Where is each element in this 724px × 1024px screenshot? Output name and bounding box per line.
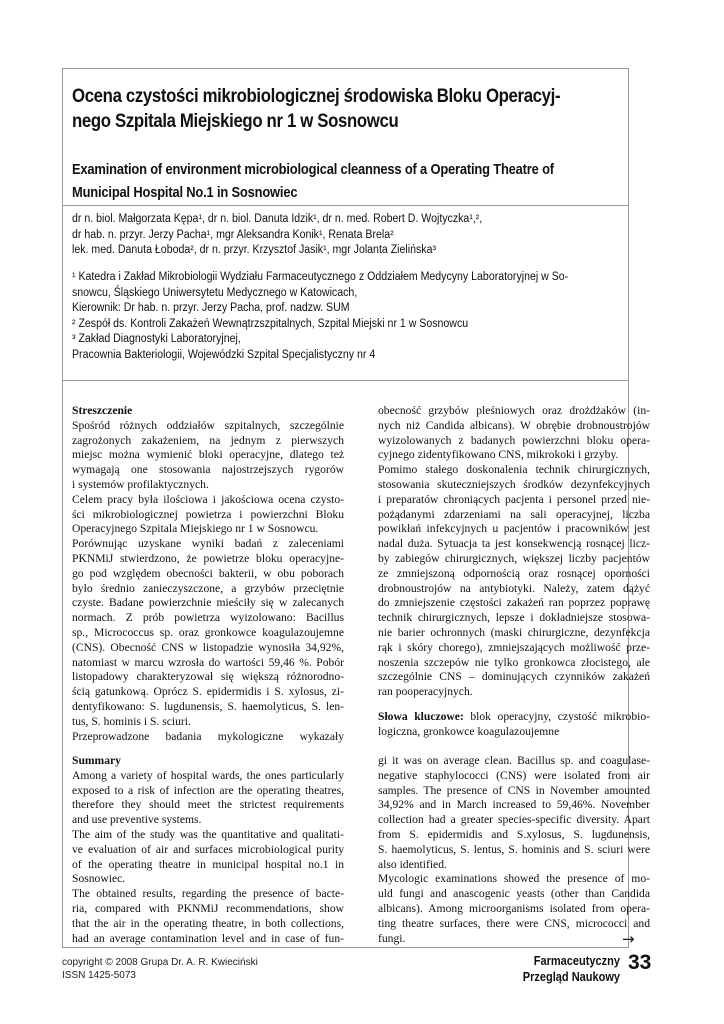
abstract-line: Celem pracy była ilościowa i jakościowa ocena czysto- [72, 492, 344, 506]
abstract-line: dentyfikowano: S. lugdunensis, S. haemolyticus, S. len- [72, 699, 344, 713]
abstract-line: powikłań infekcyjnych u pacjentów i pracowników jest [378, 522, 650, 536]
abstract-line: wyizolowanych z badanych powierzchni bloku opera- [378, 433, 650, 447]
divider [62, 205, 629, 206]
abstract-line: Spośród różnych oddziałów szpitalnych, szczególnie [72, 418, 344, 432]
title-polish [72, 84, 631, 134]
summary-line: had an average contamination level and in case of fun- [72, 931, 344, 945]
affiliation-line: ¹ Katedra i Zakład Mikrobiologii Wydziału Farmaceutycznego z Oddziałem Medycyny Laboratoryjnej w So- [72, 271, 569, 283]
abstract-line: rąk i skóry chorego), zmniejszających możliwość prze- [378, 640, 650, 654]
keywords [378, 710, 650, 725]
affiliation-line: ³ Zakład Diagnostyki Laboratoryjnej, [72, 333, 241, 346]
abstract-line: technik chirurgicznych, lepsze i dokładniejsze stosowa- [378, 611, 650, 625]
abstract-line: normach. Z prób powietrza wyizolowano: Bacillus [72, 611, 344, 625]
abstract-polish-right [378, 404, 650, 740]
journal-name [488, 954, 620, 985]
abstract-line: zagrożonych zakażeniem, na jednym z pierwszych [72, 433, 344, 447]
summary-line: from S. epidermidis and S.xylosus, S. lugdunensis, [378, 827, 650, 841]
abstract-line: i systemów profilaktycznych. [72, 477, 209, 491]
abstract-line: tus, S. hominis i S. sciuri. [72, 714, 191, 728]
abstract-line: nadal duża. Sytuacja ta jest konsekwencją rosnącej licz- [378, 537, 650, 551]
abstract-line: natomiast w marcu wzrosła do wartości 59,46 %. Pobór [72, 655, 344, 669]
abstract-line: stosowania skuteczniejszych środków dezynfekcyjnych [378, 477, 650, 491]
copyright-text: copyright © 2008 Grupa Dr. A. R. Kwieciński [62, 957, 258, 968]
summary-line: 34,92% and in March increased to 59,46%. November [378, 798, 650, 812]
title-english-line: Examination of environment microbiological cleanness of a Operating Theatre of [72, 161, 554, 178]
abstract-line: listopadowy charakteryzował się większą różnorodno- [72, 670, 344, 684]
summary-line: that the air in the operating theatre, in both collections, [72, 916, 344, 930]
abstract-line: nie barier ochronnych (maski chirurgiczne, dezynfekcja [378, 625, 650, 639]
summary-line: samples. The presence of CNS in November amounted [378, 783, 650, 797]
summary-line: collection had a greater species-specific diversity. Apart [378, 813, 650, 827]
page-number: 33 [628, 951, 652, 974]
summary-line: Sosnowiec. [72, 872, 126, 886]
keywords-text: logiczna, gronkowce koagulazoujemne [378, 724, 560, 738]
abstract-line: do zmniejszenie częstości zakażeń ran poprzez poprawę [378, 596, 650, 610]
summary-line: albicans). Among microorganisms isolated from opera- [378, 901, 650, 915]
summary-line: Among a variety of hospital wards, the ones particularly [72, 768, 344, 782]
footer-copyright [62, 957, 258, 982]
summary-line: ve evaluation of air and surfaces microbiological purity [72, 842, 344, 856]
summary-line: ria, compared with PKNMiJ recommendations, show [72, 901, 344, 915]
abstract-line: wymagają one stosowania najostrzejszych rygorów [72, 463, 344, 477]
abstract-line: szczególnie CNS – dominujących czynników zakażeń [378, 670, 650, 684]
abstract-line: nych niż Candida albicans). W obrębie drobnoustrojów [378, 418, 650, 432]
abstract-line: Przeprowadzone badania mykologiczne wykazały [72, 729, 344, 743]
abstract-line: obecność grzybów pleśniowych oraz drożdżaków (in- [378, 404, 650, 417]
summary-line: exposed to a risk of infection are the operating theatres, [72, 783, 344, 797]
affiliation-line: Kierownik: Dr hab. n. przyr. Jerzy Pacha, prof. nadzw. SUM [72, 302, 350, 315]
summary-line: The obtained results, regarding the presence of bacte- [72, 887, 344, 901]
summary-line: of the operating theatre in municipal hospital no.1 in [72, 857, 344, 871]
authors [72, 212, 624, 259]
abstract-line: go pod względem obecności bakterii, w obu poborach [72, 566, 344, 580]
summary-heading: Summary [72, 754, 121, 767]
abstract-line: czyste. Badane powierzchnie mieściły się w zalecanych [72, 596, 344, 610]
title-polish-line: Ocena czystości mikrobiologicznej środowiska Bloku Operacyj- [72, 85, 561, 107]
keywords-label: Słowa kluczowe: [378, 709, 464, 723]
continue-arrow-icon: → [622, 930, 635, 948]
streszczenie-heading: Streszczenie [72, 404, 133, 417]
abstract-line: noszenia szczepów nie tylko gronkowca złocistego, ale [378, 655, 650, 669]
abstract-polish-left [72, 404, 344, 744]
abstract-line: i preparatów chroniących pacjenta i personel przed nie- [378, 492, 650, 506]
title-english-line: Municipal Hospital No.1 in Sosnowiec [72, 184, 298, 201]
abstract-line: Operacyjnego Szpitala Miejskiego nr 1 w Sosnowcu. [72, 522, 319, 536]
affiliations [72, 270, 624, 364]
summary-line: fungi. [378, 931, 406, 945]
summary-line: gi it was on average clean. Bacillus sp. and coagulase- [378, 754, 650, 767]
abstract-line: miejsc można wymienić bloki operacyjne, dlatego też [72, 448, 344, 462]
abstract-line: ścią gatunkową. Oprócz S. epidermidis i S. xylosus, zi- [72, 685, 344, 699]
author-line: dr hab. n. przyr. Jerzy Pacha¹, mgr Aleksandra Konik¹, Renata Brela² [72, 228, 394, 241]
summary-line: ting theatre surfaces, there were CNS, micrococci and [378, 916, 650, 930]
summary-line: S. haemolyticus, S. lentus, S. hominis and S. sciuri were [378, 842, 650, 856]
abstract-line: PKNMiJ stwierdzono, że powietrze bloku operacyjne- [72, 551, 344, 565]
summary-line: also identified. [378, 857, 447, 871]
affiliation-line: snowcu, Śląskiego Uniwersytetu Medycznego w Katowicach, [72, 286, 358, 299]
title-english [72, 158, 631, 204]
abstract-line: (CNS). Obecność CNS w listopadzie wynosiła 34,92%, [72, 640, 344, 654]
summary-line: negative staphylococci (CNS) were isolated from air [378, 768, 650, 782]
affiliation-line: ² Zespół ds. Kontroli Zakażeń Wewnątrzszpitalnych, Szpital Miejski nr 1 w Sosnowcu [72, 317, 469, 330]
summary-line: Mycologic examinations showed the presence of mo- [378, 872, 650, 886]
divider [62, 380, 629, 381]
abstract-line: sp., Micrococcus sp. oraz gronkowce koagulazoujemne [72, 625, 344, 639]
title-polish-line: nego Szpitala Miejskiego nr 1 w Sosnowcu [72, 110, 399, 132]
abstract-line: Pomimo stałego doskonalenia technik chirurgicznych, [378, 463, 650, 477]
abstract-line: pożądanymi zdarzeniami na sali operacyjnej, liczba [378, 507, 650, 521]
abstract-line: cyjnego zidentyfikowano CNS, mikrokoki i grzyby. [378, 448, 619, 462]
keywords-text: blok operacyjny, czystość mikrobio- [463, 709, 650, 723]
issn-text: ISSN 1425-5073 [62, 969, 136, 981]
affiliation-line: Pracownia Bakteriologii, Wojewódzki Szpital Specjalistyczny nr 4 [72, 348, 376, 361]
author-line: lek. med. Danuta Łoboda², dr n. przyr. Krzysztof Jasik¹, mgr Jolanta Zielińska³ [72, 244, 436, 256]
abstract-english-left [72, 754, 344, 946]
summary-line: uld fungi and anascogenic yeasts (other than Candida [378, 887, 650, 901]
journal-line: Farmaceutyczny [533, 954, 620, 968]
author-line: dr n. biol. Małgorzata Kępa¹, dr n. biol. Danuta Idzik¹, dr n. med. Robert D. Wojtyczka¹,², [72, 213, 483, 225]
summary-line: and use preventive systems. [72, 813, 202, 827]
abstract-line: ści mikrobiologicznej powietrza i powierzchni Bloku [72, 507, 344, 521]
abstract-line: ran pooperacyjnych. [378, 685, 473, 699]
summary-line: The aim of the study was the quantitative and qualitati- [72, 827, 344, 841]
abstract-line: było średnio zanieczyszczone, a grzybów przeciętnie [72, 581, 344, 595]
abstract-line: ze zmniejszoną odpornością oraz rosnącej oporności [378, 566, 650, 580]
journal-line: Przegląd Naukowy [522, 969, 620, 984]
abstract-line: by zabiegów chirurgicznych, większej liczby pacjentów [378, 551, 650, 565]
abstract-line: drobnoustrojów na antybiotyki. Należy, zatem dążyć [378, 581, 650, 595]
summary-line: therefore they should meet the strictest requirements [72, 798, 344, 812]
abstract-english-right [378, 754, 650, 946]
abstract-line: Porównując uzyskane wyniki badań z zaleceniami [72, 537, 344, 551]
